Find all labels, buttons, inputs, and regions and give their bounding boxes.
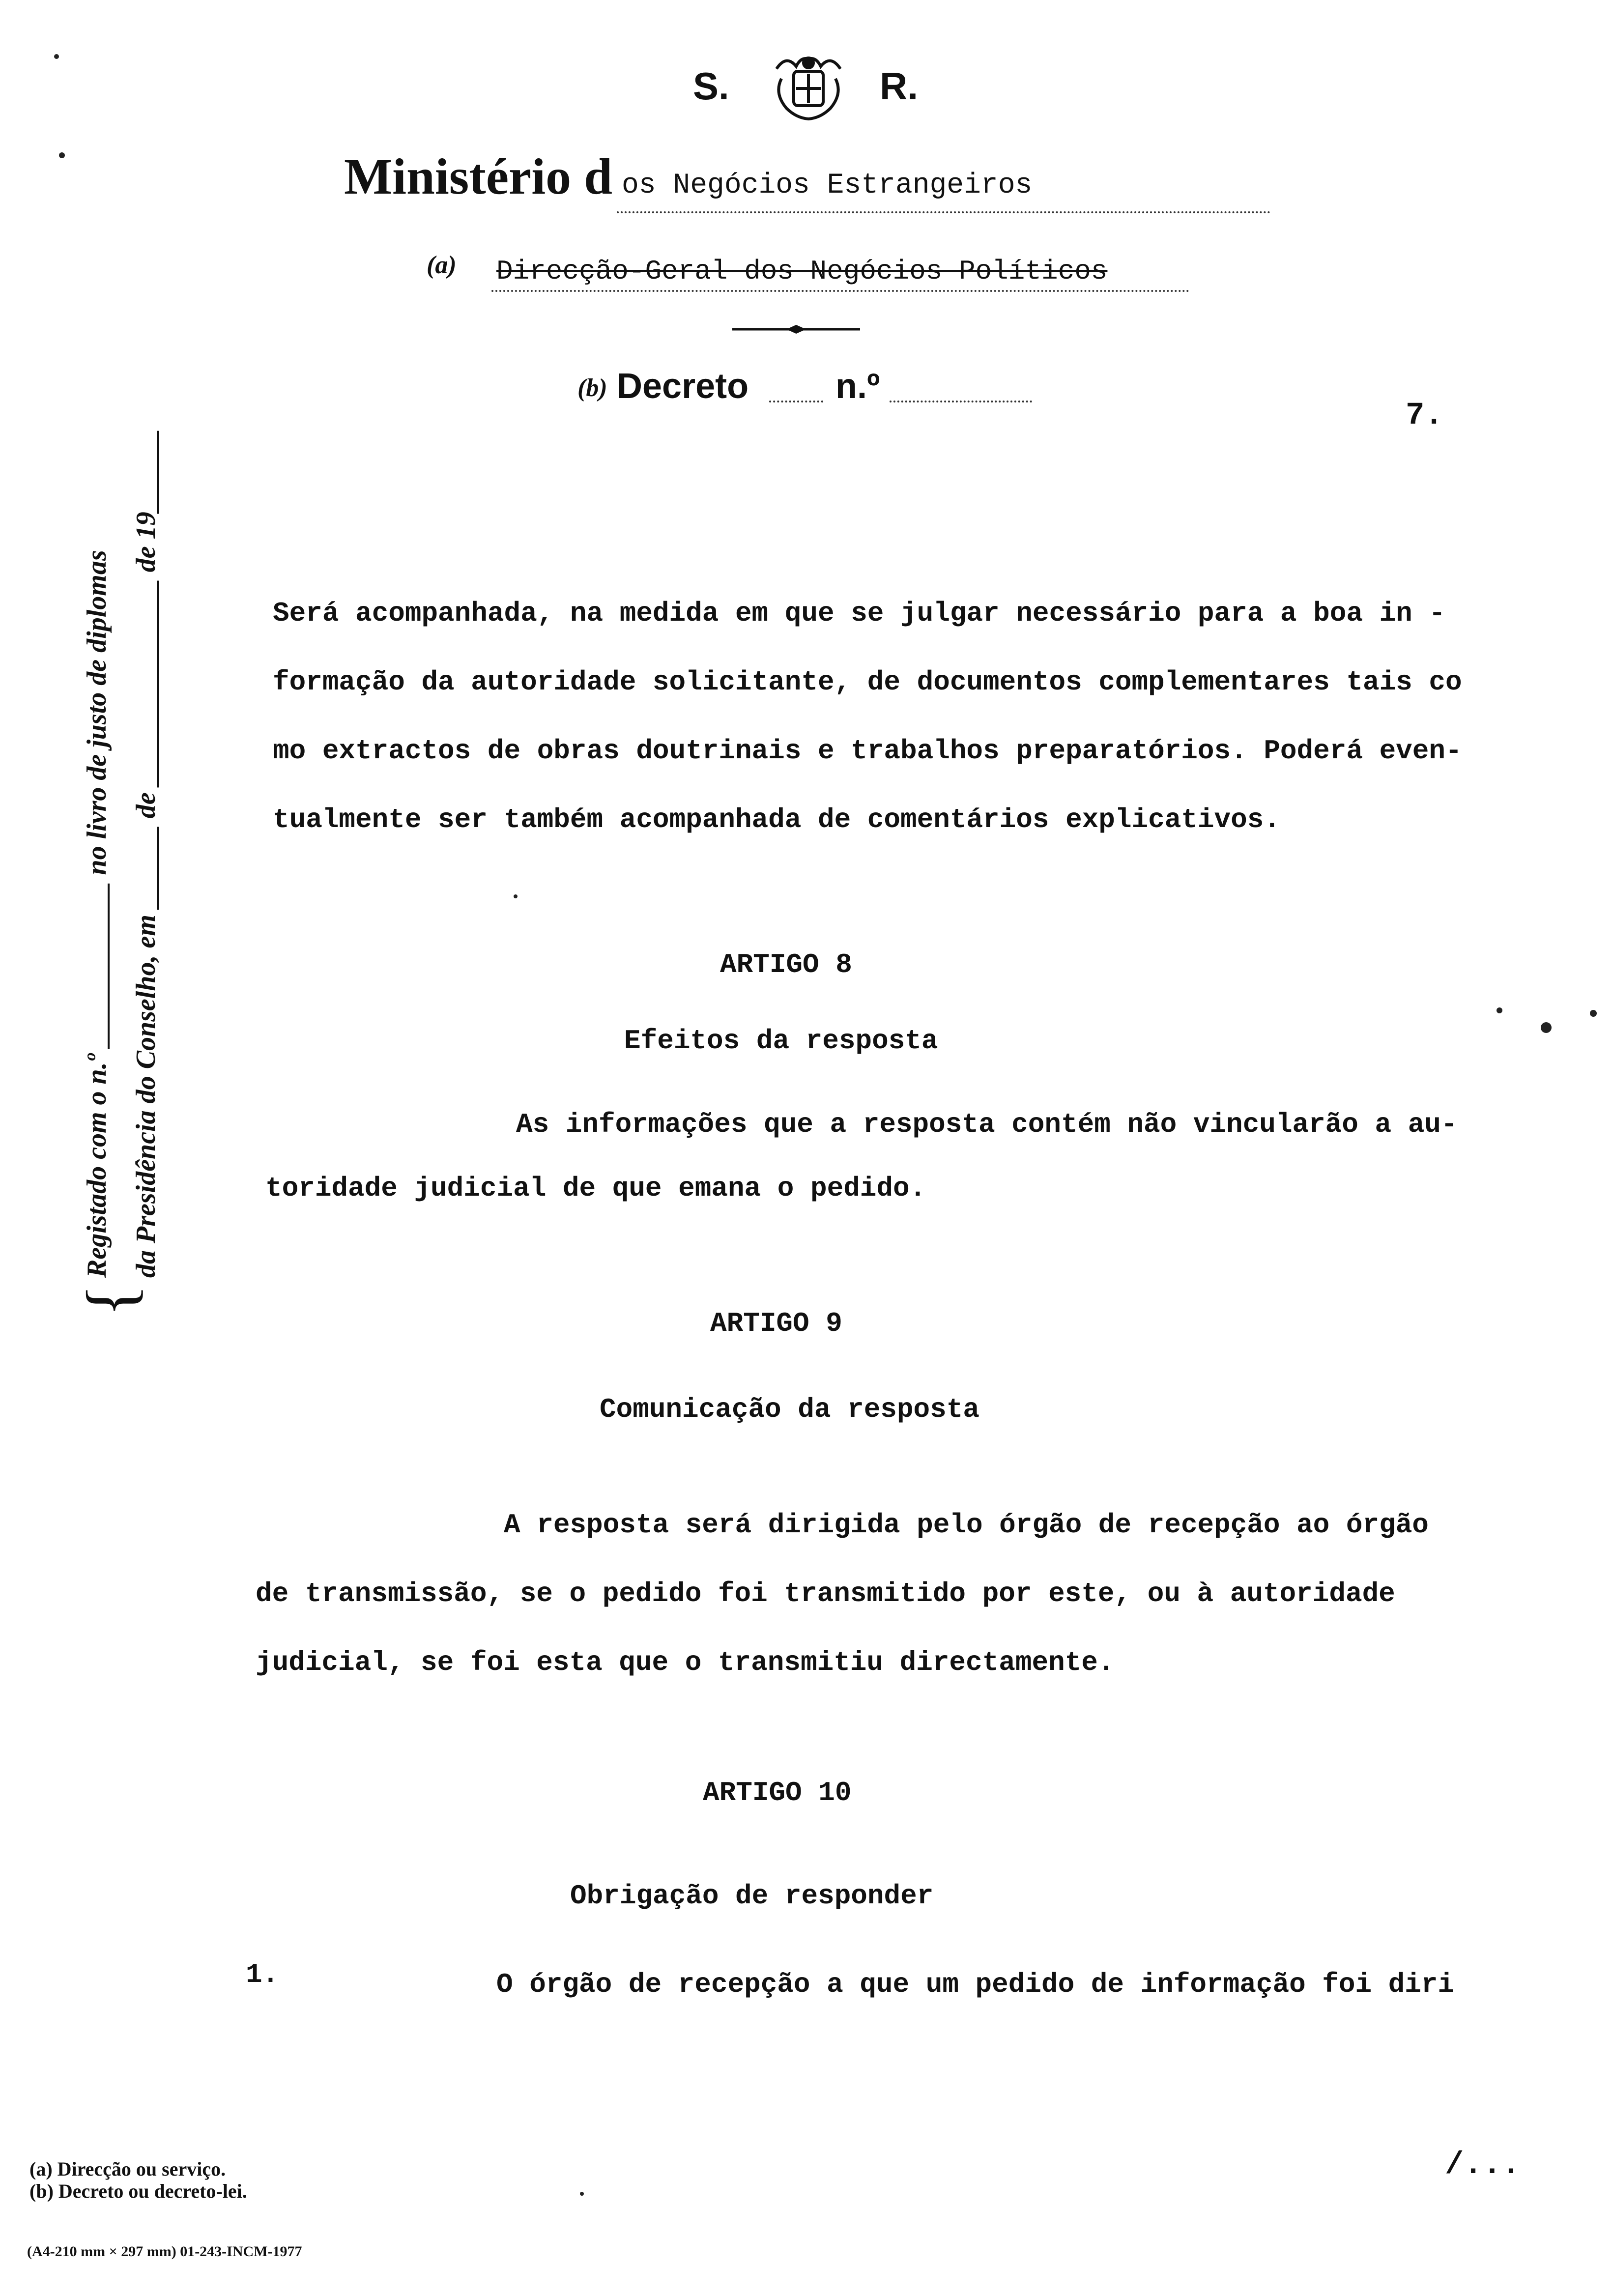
intro-line-2: formação da autoridade solicitante, de documentos complementares tais co (273, 666, 1462, 698)
article-8-heading: ARTIGO 8 (720, 949, 852, 980)
scan-speck (514, 894, 518, 898)
article-10-line-1: O órgão de recepção a que um pedido de informação foi diri (496, 1969, 1455, 2000)
ministry-label: Ministério d (344, 148, 612, 205)
print-info: (A4-210 mm × 297 mm) 01-243-INCM-1977 (27, 2243, 302, 2260)
decree-number-label: n.º (835, 367, 880, 406)
article-10-item-number: 1. (246, 1959, 279, 1990)
scan-speck (580, 2192, 584, 2196)
intro-line-4: tualmente ser também acompanhada de comentários explicativos. (273, 804, 1280, 835)
scan-speck (1590, 1010, 1597, 1017)
article-8-line-1: As informações que a resposta contém não vincularão a au- (516, 1109, 1458, 1140)
coat-of-arms-icon (767, 49, 850, 123)
article-10-heading: ARTIGO 10 (703, 1777, 852, 1808)
ministry-name: os Negócios Estrangeiros (622, 170, 1033, 201)
scan-speck (59, 152, 65, 158)
article-8-title: Efeitos da resposta (624, 1025, 938, 1057)
intro-line-3: mo extractos de obras doutrinais e trabalhos preparatórios. Poderá even- (273, 735, 1462, 767)
article-10-title: Obrigação de responder (570, 1880, 934, 1912)
decree-marker: (b) (577, 374, 607, 402)
direction-dotted-line (491, 290, 1189, 292)
header-letter-r: R. (880, 64, 918, 108)
article-9-heading: ARTIGO 9 (710, 1308, 842, 1339)
footnote-a: (a) Direcção ou serviço. (29, 2158, 226, 2180)
ministry-dotted-line (617, 211, 1270, 213)
continuation-mark: /... (1445, 2148, 1521, 2183)
registration-line-1: Registado com o n.º ____________ no livro de justo de diplomas (82, 550, 112, 1278)
article-9-line-2: de transmissão, se o pedido foi transmitido por este, ou à autoridade (256, 1578, 1395, 1609)
decree-type-field (769, 401, 823, 402)
decree-number-field (890, 401, 1032, 402)
bracket-glyph: { (73, 1284, 149, 1317)
direction-name: Direcção-Geral dos Negócios Políticos (496, 256, 1108, 287)
ornamental-divider (732, 324, 860, 334)
registration-line-2: da Presidência do Conselho, em ______ de _______________ de 19______ (131, 429, 161, 1278)
intro-line-1: Será acompanhada, na medida em que se julgar necessário para a boa in - (273, 598, 1445, 629)
article-9-line-1: A resposta será dirigida pelo órgão de recepção ao órgão (504, 1509, 1429, 1541)
article-8-line-2: toridade judicial de que emana o pedido. (265, 1173, 926, 1204)
decree-label: Decreto (617, 367, 749, 406)
article-9-line-3: judicial, se foi esta que o transmitiu directamente. (256, 1647, 1115, 1678)
scan-speck (1497, 1007, 1502, 1013)
page-number: 7. (1406, 398, 1443, 433)
direction-marker: (a) (427, 251, 457, 279)
header-letter-s: S. (693, 64, 729, 108)
scan-speck (1541, 1022, 1552, 1033)
article-9-title: Comunicação da resposta (600, 1394, 979, 1425)
footnote-b: (b) Decreto ou decreto-lei. (29, 2180, 247, 2202)
registration-margin-text (66, 393, 229, 1317)
scan-speck (54, 54, 59, 59)
